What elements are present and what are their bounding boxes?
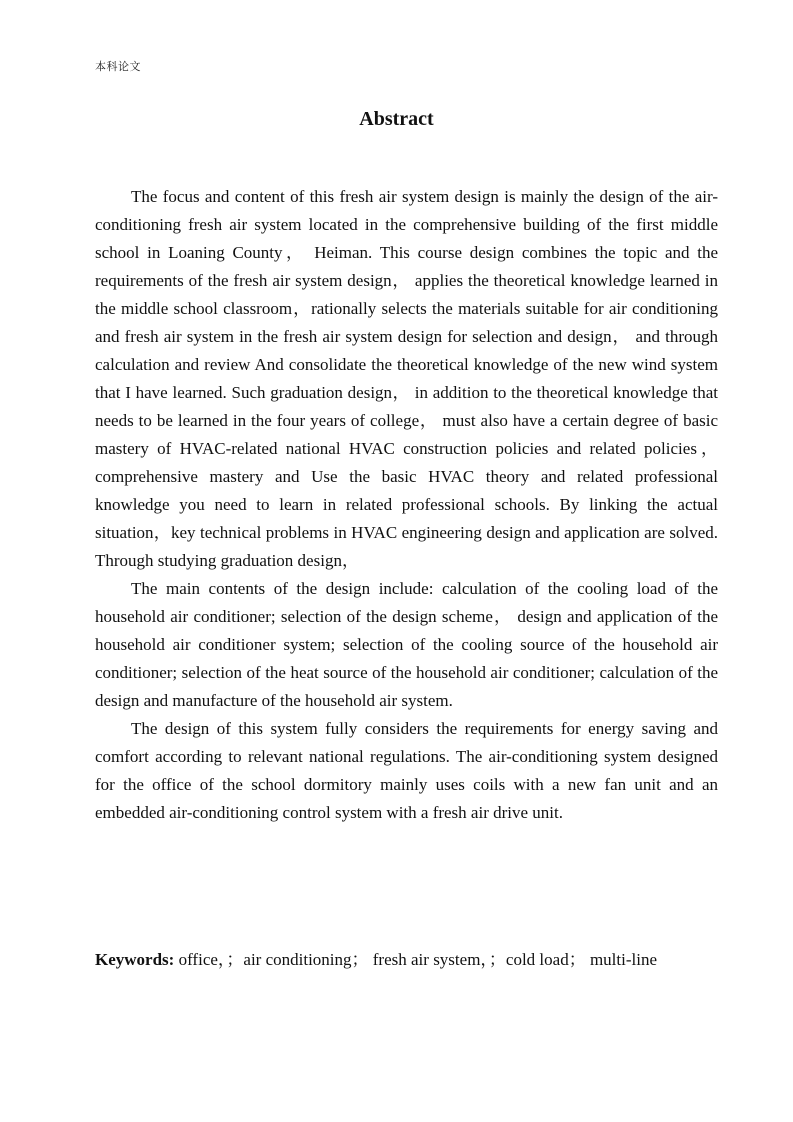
running-header: 本科论文 bbox=[95, 60, 141, 73]
keywords-label: Keywords: bbox=[95, 950, 175, 969]
abstract-paragraph-3: The design of this system fully considers the requirements for energy saving and comfort according to relevant national regulations. The air-conditioning system designed for the office of the school dormitory mainly uses coils with a new fan unit and an embedded air-conditioning control system with a fresh air drive unit. bbox=[95, 719, 718, 822]
abstract-paragraph-1: The focus and content of this fresh air system design is mainly the design of the air-conditioning fresh air system located in the comprehensive building of the first middle school in Loaning County， Heiman. This course design combines the topic and the requirements of the fresh air system design， applies the theoretical knowledge learned in the middle school classroom，rationally selects the materials suitable for air conditioning and fresh air system in the fresh air system design for selection and design， and through calculation and review And consolidate the theoretical knowledge of the new wind system that I have learned. Such graduation design， in addition to the theoretical knowledge that needs to be learned in the four years of college， must also have a certain degree of basic mastery of HVAC-related national HVAC construction policies and related policies， comprehensive mastery and Use the basic HVAC theory and related professional knowledge you need to learn in related professional schools. By linking the actual situation，key technical problems in HVAC engineering design and application are solved. Through studying graduation design， bbox=[95, 187, 718, 570]
keywords-text: office，；air conditioning； fresh air system，；cold load； multi-line bbox=[178, 950, 657, 969]
abstract-body bbox=[95, 183, 718, 827]
abstract-title: Abstract bbox=[359, 108, 434, 130]
abstract-paragraph-2: The main contents of the design include: calculation of the cooling load of the household air conditioner; selection of the design scheme， design and application of the household air conditioner system; selection of the cooling source of the household air conditioner; selection of the heat source of the household air conditioner; calculation of the design and manufacture of the household air system. bbox=[95, 579, 718, 710]
keywords-line bbox=[95, 946, 718, 974]
